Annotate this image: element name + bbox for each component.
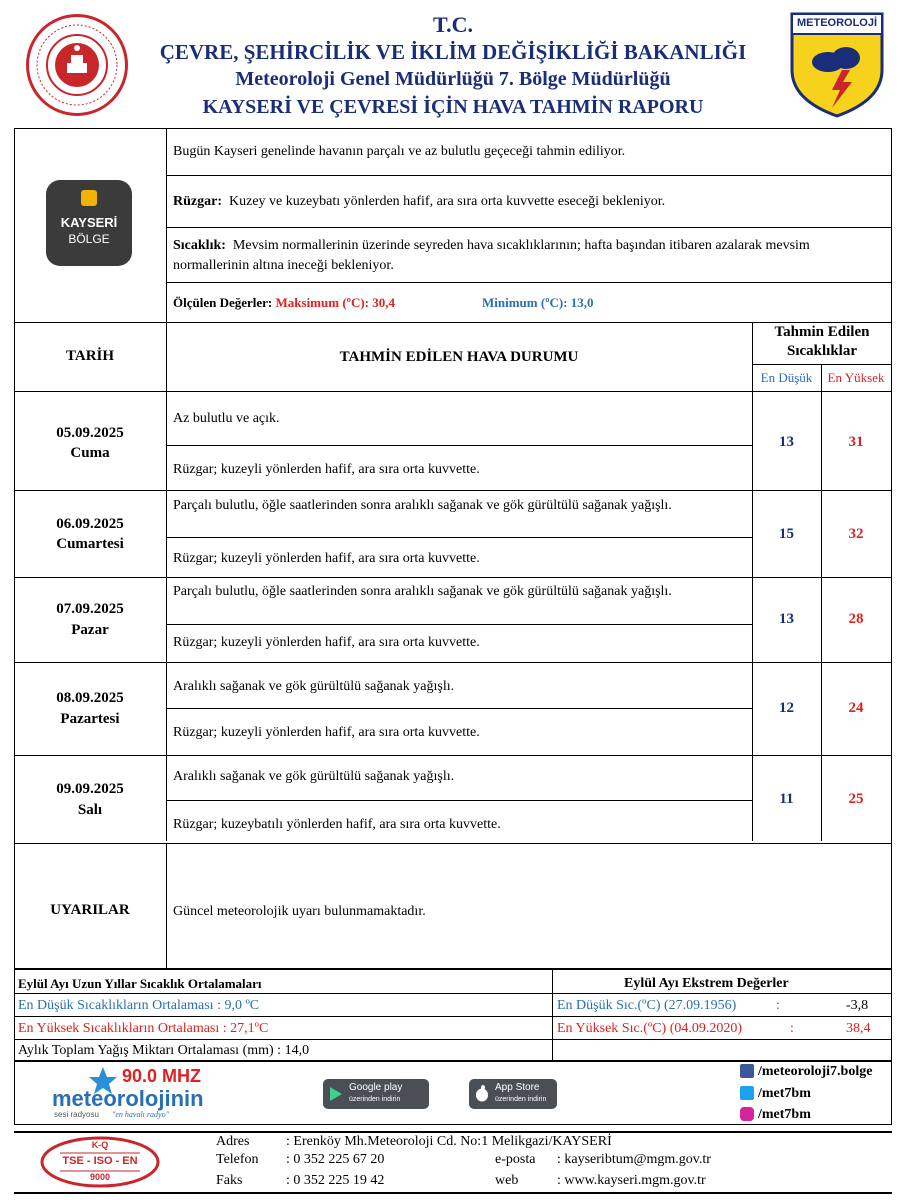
- app-store-button[interactable]: [469, 1079, 557, 1109]
- facebook-link[interactable]: /meteoroloji7.bolge: [758, 1064, 873, 1079]
- twitter-link[interactable]: /met7bm: [758, 1086, 811, 1101]
- day-date: 06.09.2025: [56, 516, 124, 532]
- day-weather: Parçalı bulutlu, öğle saatlerinden sonra aralıklı sağanak ve gök gürültülü sağanak yağışlı.: [173, 498, 672, 513]
- fax-label: Faks: [216, 1173, 243, 1188]
- col-low-header: En Düşük: [760, 370, 813, 385]
- summary-wind: [173, 193, 665, 210]
- apple-icon: [475, 1085, 489, 1102]
- day-date: 05.09.2025: [56, 425, 124, 441]
- day-date: 09.09.2025: [56, 781, 124, 797]
- summary-temp-text-1: Mevsim normallerinin üzerinde seyreden hava sıcaklıklarının; hafta başından itibaren azalarak mevsim: [232, 238, 810, 253]
- google-play-icon: [329, 1086, 343, 1102]
- day-low: 12: [779, 700, 794, 716]
- day-wind: Rüzgar; kuzeyli yönlerden hafif, ara sıra orta kuvvette.: [173, 635, 480, 650]
- summary-wind-label: Rüzgar:: [173, 194, 222, 209]
- radio-name: meteorolojinin: [52, 1086, 204, 1111]
- climate-avg-low: En Düşük Sıcaklıkların Ortalaması : 9,0 ºC: [18, 998, 260, 1013]
- extreme-low-sep: :: [776, 998, 780, 1013]
- google-play-top: Google play: [349, 1082, 403, 1093]
- col-forecast-header: TAHMİN EDİLEN HAVA DURUMU: [339, 349, 579, 365]
- day-weather: Aralıklı sağanak ve gök gürültülü sağanak yağışlı.: [173, 769, 455, 784]
- google-play-bottom: üzerinden indirin: [349, 1096, 401, 1103]
- extreme-high-label: En Yüksek Sıc.(ºC) (04.09.2020): [557, 1021, 743, 1036]
- day-date: 08.09.2025: [56, 690, 124, 706]
- extreme-low-value: -3,8: [846, 998, 869, 1013]
- day-low: 15: [779, 526, 794, 542]
- region-badge-line2: BÖLGE: [68, 232, 110, 246]
- header-tc: T.C.: [433, 12, 473, 37]
- meteoroloji-logo: [788, 10, 886, 120]
- header-report-title: KAYSERİ VE ÇEVRESİ İÇİN HAVA TAHMİN RAPORU: [202, 96, 704, 118]
- header-directorate: Meteoroloji Genel Müdürlüğü 7. Bölge Müdürlüğü: [235, 68, 671, 90]
- radio-subtitle: sesi radyosu: [54, 1110, 99, 1119]
- day-name: Cuma: [70, 445, 110, 461]
- extreme-high-sep: :: [790, 1021, 794, 1036]
- summary-temp-label: Sıcaklık:: [173, 238, 226, 253]
- phone-value: : 0 352 225 67 20: [286, 1152, 385, 1167]
- region-badge: [46, 180, 132, 266]
- twitter-icon: [740, 1086, 754, 1100]
- instagram-link[interactable]: /met7bm: [758, 1107, 811, 1122]
- day-name: Salı: [77, 802, 103, 818]
- day-high: 32: [848, 526, 864, 542]
- address-label: Adres: [216, 1134, 250, 1149]
- day-name: Cumartesi: [56, 536, 124, 552]
- day-low: 13: [779, 611, 794, 627]
- region-badge-icon: [81, 190, 97, 206]
- day-wind: Rüzgar; kuzeybatılı yönlerden hafif, ara sıra orta kuvvette.: [173, 817, 501, 832]
- radio-frequency: 90.0 MHZ: [122, 1066, 202, 1086]
- warnings-label: UYARILAR: [50, 902, 130, 918]
- fax-value: : 0 352 225 19 42: [286, 1173, 385, 1188]
- google-play-button[interactable]: [323, 1079, 429, 1109]
- meteoroloji-logo-text: METEOROLOJİ: [796, 17, 878, 29]
- day-name: Pazar: [71, 622, 109, 638]
- header-ministry: ÇEVRE, ŞEHİRCİLİK VE İKLİM DEĞİŞİKLİĞİ BAKANLIĞI: [159, 40, 747, 64]
- day-name: Pazartesi: [60, 711, 120, 727]
- day-high: 24: [848, 700, 864, 716]
- region-badge-line1: KAYSERİ: [60, 215, 118, 230]
- facebook-icon: [740, 1064, 754, 1078]
- app-store-top: App Store: [495, 1082, 540, 1093]
- day-wind: Rüzgar; kuzeyli yönlerden hafif, ara sıra orta kuvvette.: [173, 462, 480, 477]
- tse-iso-badge: [40, 1136, 160, 1188]
- radio-logo[interactable]: [50, 1064, 230, 1122]
- address-value: : Erenköy Mh.Meteoroloji Cd. No:1 Melikgazi/KAYSERİ: [286, 1134, 612, 1149]
- web-value[interactable]: : www.kayseri.mgm.gov.tr: [557, 1173, 706, 1188]
- email-value[interactable]: : kayseribtum@mgm.gov.tr: [557, 1152, 711, 1167]
- measured-max: Maksimum (ºC): 30,4: [275, 295, 395, 310]
- measured-label: Ölçülen Değerler:: [173, 295, 273, 310]
- radio-slogan: "en havalı radyo": [112, 1110, 169, 1119]
- tse-badge-top: K-Q: [91, 1140, 109, 1150]
- warnings-text: Güncel meteorolojik uyarı bulunmamaktadır.: [173, 904, 426, 919]
- tse-badge-mid: TSE - ISO - EN: [62, 1155, 138, 1167]
- day-high: 28: [848, 611, 864, 627]
- day-wind: Rüzgar; kuzeyli yönlerden hafif, ara sıra orta kuvvette.: [173, 551, 480, 566]
- web-label: web: [495, 1173, 519, 1188]
- app-store-bottom: üzerinden indirin: [495, 1096, 547, 1103]
- day-weather: Aralıklı sağanak ve gök gürültülü sağanak yağışlı.: [173, 679, 455, 694]
- summary-temp: [173, 237, 810, 254]
- instagram-icon: [740, 1107, 754, 1121]
- extreme-high-value: 38,4: [846, 1021, 871, 1036]
- measured-values: [173, 294, 395, 311]
- day-high: 31: [848, 434, 864, 450]
- summary-wind-text: Kuzey ve kuzeybatı yönlerden hafif, ara sıra orta kuvvette eseceği bekleniyor.: [229, 194, 666, 209]
- climate-left-title: Eylül Ayı Uzun Yıllar Sıcaklık Ortalamaları: [18, 976, 262, 991]
- day-wind: Rüzgar; kuzeyli yönlerden hafif, ara sıra orta kuvvette.: [173, 725, 480, 740]
- col-date-header: TARİH: [65, 348, 115, 364]
- extreme-low-label: En Düşük Sıc.(ºC) (27.09.1956): [557, 998, 737, 1013]
- climate-right-title: Eylül Ayı Ekstrem Değerler: [624, 976, 789, 991]
- day-high: 25: [848, 791, 864, 807]
- day-date: 07.09.2025: [56, 601, 124, 617]
- day-weather: Parçalı bulutlu, öğle saatlerinden sonra aralıklı sağanak ve gök gürültülü sağanak yağışlı.: [173, 584, 672, 599]
- day-low: 13: [779, 434, 794, 450]
- day-weather: Az bulutlu ve açık.: [173, 411, 280, 426]
- col-temps-header-1: Tahmin Edilen: [774, 324, 870, 340]
- climate-precip: Aylık Toplam Yağış Miktarı Ortalaması (mm) : 14,0: [18, 1043, 310, 1058]
- phone-label: Telefon: [216, 1152, 259, 1167]
- day-low: 11: [779, 791, 794, 807]
- email-label: e-posta: [495, 1152, 536, 1167]
- climate-avg-high: En Yüksek Sıcaklıkların Ortalaması : 27,1ºC: [18, 1021, 269, 1036]
- col-temps-header-2: Sıcaklıklar: [786, 343, 857, 359]
- summary-general: Bugün Kayseri genelinde havanın parçalı ve az bulutlu geçeceği tahmin ediliyor.: [173, 144, 626, 159]
- tse-badge-bottom: 9000: [89, 1172, 111, 1182]
- col-high-header: En Yüksek: [827, 370, 885, 385]
- summary-temp-text-2: normallerinin altına ineceği bekleniyor.: [173, 258, 394, 273]
- measured-min: Minimum (ºC): 13,0: [482, 295, 594, 310]
